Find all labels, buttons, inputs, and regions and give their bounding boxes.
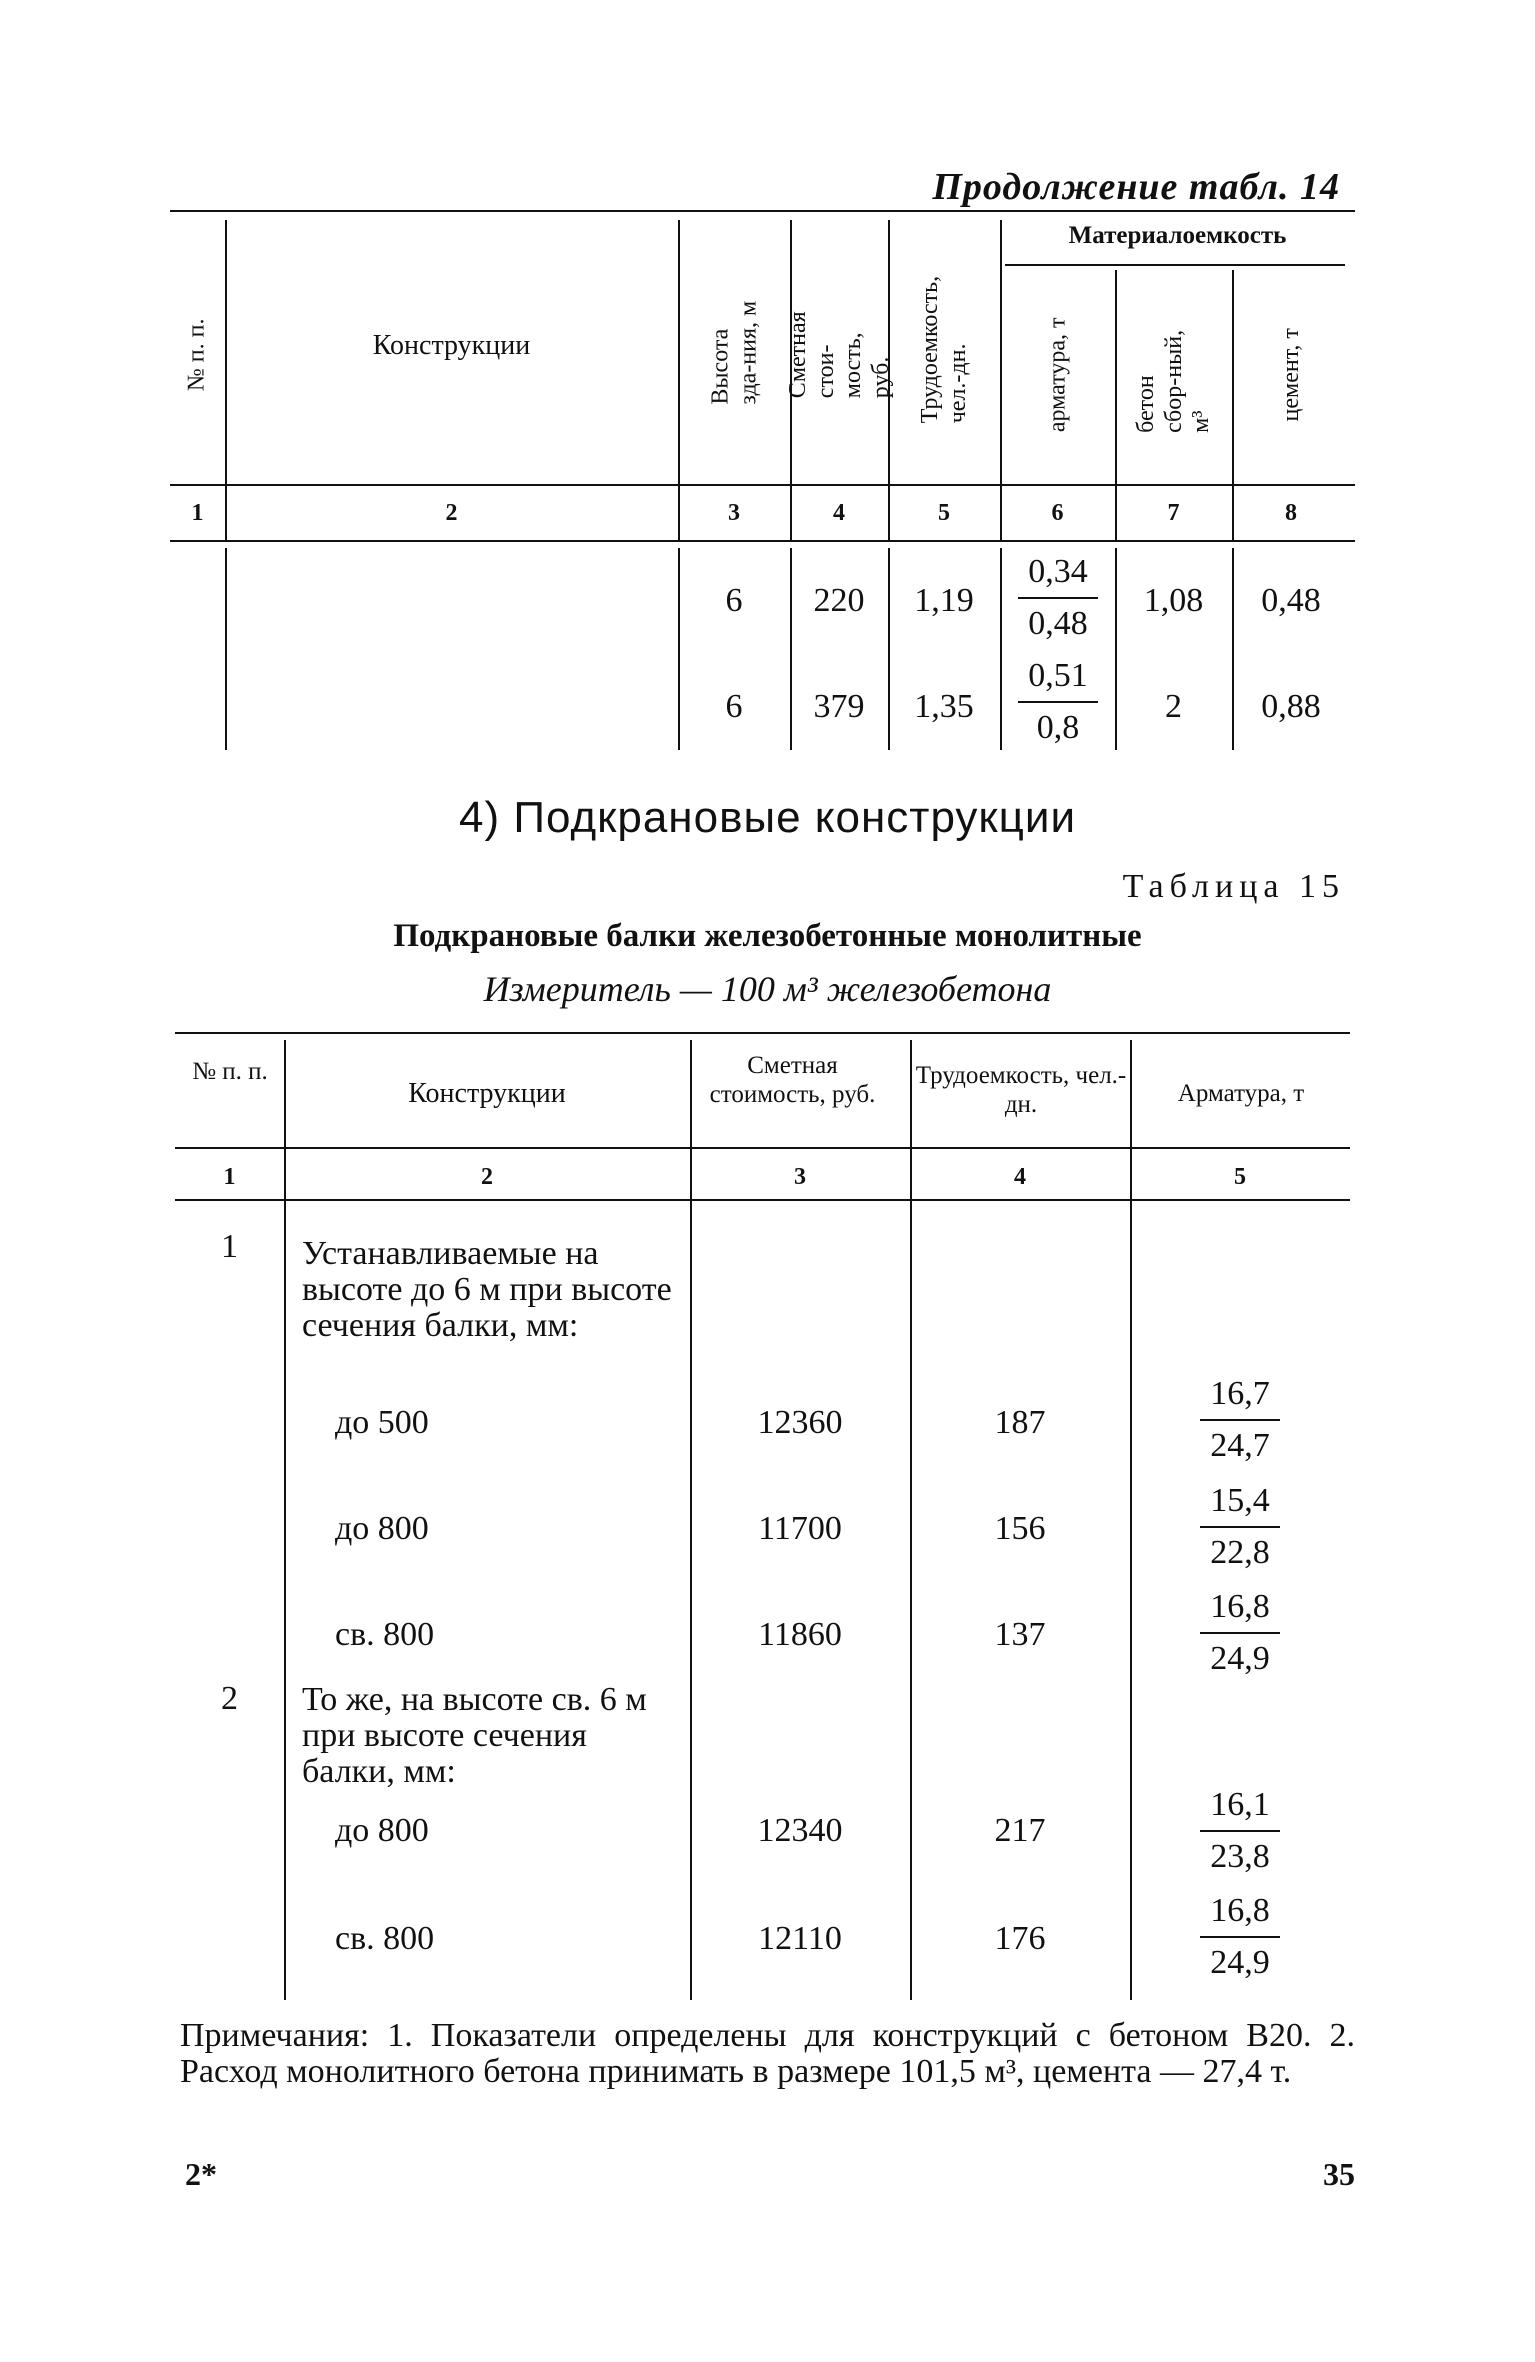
t14-cement: 0,88 [1261,688,1321,725]
t14-colnum: 2 [445,500,458,526]
t14-header-rebar: арматура, т [1044,317,1071,433]
t14-cost: 220 [813,582,865,619]
t14-colnum: 1 [191,500,204,526]
t15-rebar-fraction [1200,1482,1280,1572]
t14-labor: 1,19 [914,582,974,619]
t15-group-num: 2 [221,1680,238,1717]
t15-rebar-fraction [1200,1375,1280,1465]
t15-row-label: св. 800 [335,1920,435,1957]
t14-colnum: 5 [938,500,950,526]
table15-title: Подкрановые балки железобетонные монолитные [393,918,1142,954]
t15-header-construction: Конструкции [408,1078,566,1109]
table15-header-rule [175,1147,1350,1149]
t15-group-desc: То же, на высоте св. 6 м при высоте сечения балки, мм: [302,1681,647,1790]
t14-concrete: 2 [1165,688,1182,725]
table15-colnum-rule [175,1199,1350,1201]
t14-header-materials: Материалоемкость [1068,222,1287,249]
t15-labor: 217 [994,1812,1046,1849]
table-notes: Примечания: 1. Показатели определены для конструкций с бетоном В20. 2. Расход монолитного бетона принимать в размере 101,5 м³, цемента — 27,4 т. [180,2017,1355,2090]
t14-header-concrete: бетон сбор-ный, м³ [1133,329,1215,433]
t14-header-num: № п. п. [183,318,210,392]
t15-colnum: 1 [223,1164,236,1190]
t14-header-height: Высота зда-ния, м [707,301,761,405]
table14-header-rule [170,484,1355,486]
t14-colnum: 7 [1167,500,1180,526]
t15-rebar-top: 16,1 [1210,1786,1270,1823]
t15-rebar-bottom: 24,9 [1200,1936,1280,1982]
t15-rebar-fraction [1200,1892,1280,1982]
t15-colnum: 3 [794,1164,806,1190]
t14-rebar-fraction [1018,657,1098,747]
table14-colnum-rule [170,540,1355,542]
t15-rebar-bottom: 22,8 [1200,1526,1280,1572]
t14-height: 6 [725,688,743,725]
t14-height: 6 [725,582,743,619]
t15-header-labor: Трудоемкость, чел.-дн. [915,1062,1127,1118]
table14-top-rule [170,210,1355,212]
t15-rebar-fraction [1200,1786,1280,1876]
t14-cost: 379 [813,688,865,725]
t15-colnum: 5 [1234,1164,1246,1190]
t15-colnum: 4 [1014,1164,1026,1190]
t15-labor: 156 [994,1510,1046,1547]
page-number: 35 [1323,2156,1355,2192]
t15-cost: 12360 [757,1404,843,1441]
t15-rebar-top: 15,4 [1210,1482,1270,1519]
table14-vline-1 [225,220,227,540]
t15-header-num: № п. п. [192,1058,268,1085]
t15-labor: 187 [994,1404,1046,1441]
section-title: 4) Подкрановые конструкции [458,793,1077,842]
t15-row-label: до 500 [335,1404,429,1441]
table15-top-rule [175,1032,1350,1034]
t15-cost: 12340 [757,1812,843,1849]
t15-row-label: до 800 [335,1510,429,1547]
t14-header-construction: Конструкции [372,330,531,361]
t15-rebar-top: 16,7 [1210,1375,1270,1412]
t15-rebar-fraction [1200,1588,1280,1678]
t15-row-label: св. 800 [335,1616,435,1653]
t15-rebar-top: 16,8 [1210,1892,1270,1929]
t15-rebar-bottom: 23,8 [1200,1830,1280,1876]
t14-colnum: 3 [728,500,740,526]
table14-body-vline-1 [225,548,227,750]
t15-header-rebar: Арматура, т [1177,1080,1305,1107]
t14-header-labor: Трудоемкость, чел.-дн. [917,276,972,424]
t14-rebar-top: 0,51 [1028,657,1088,694]
t15-cost: 11860 [758,1616,842,1653]
t15-rebar-bottom: 24,7 [1200,1419,1280,1465]
t15-row-label: до 800 [335,1812,429,1849]
t14-colnum: 8 [1285,500,1297,526]
table15-label: Таблица 15 [1122,868,1345,905]
materials-subheader-rule [1005,264,1345,266]
table14-body-vline-5 [1000,548,1002,750]
continuation-title: Продолжение табл. 14 [932,166,1340,208]
t14-rebar-bottom: 0,8 [1018,701,1098,747]
t15-rebar-bottom: 24,9 [1200,1632,1280,1678]
table15-unit: Измеритель — 100 м³ железобетона [483,969,1052,1009]
t15-labor: 137 [994,1616,1046,1653]
t14-colnum: 4 [833,500,845,526]
t14-header-cost: Сметная стои-мость, руб. [784,311,894,398]
t14-concrete: 1,08 [1143,582,1204,619]
t14-rebar-fraction [1018,553,1098,643]
t15-colnum: 2 [481,1164,493,1190]
t15-group-desc: Устанавливаемые на высоте до 6 м при высоте сечения балки, мм: [302,1235,672,1344]
t15-cost: 12110 [758,1920,842,1957]
t15-labor: 176 [994,1920,1046,1957]
t15-header-cost: Сметная стоимость, руб. [709,1052,876,1108]
t14-rebar-bottom: 0,48 [1018,597,1098,643]
t14-cement: 0,48 [1261,582,1321,619]
t15-rebar-top: 16,8 [1210,1588,1270,1625]
t14-colnum: 6 [1051,500,1064,526]
t15-cost: 11700 [758,1510,842,1547]
t14-header-cement: цемент, т [1278,328,1305,422]
t14-labor: 1,35 [914,688,974,725]
t15-group-num: 1 [221,1228,238,1265]
signature-mark: 2* [185,2156,217,2192]
t14-rebar-top: 0,34 [1028,553,1088,590]
